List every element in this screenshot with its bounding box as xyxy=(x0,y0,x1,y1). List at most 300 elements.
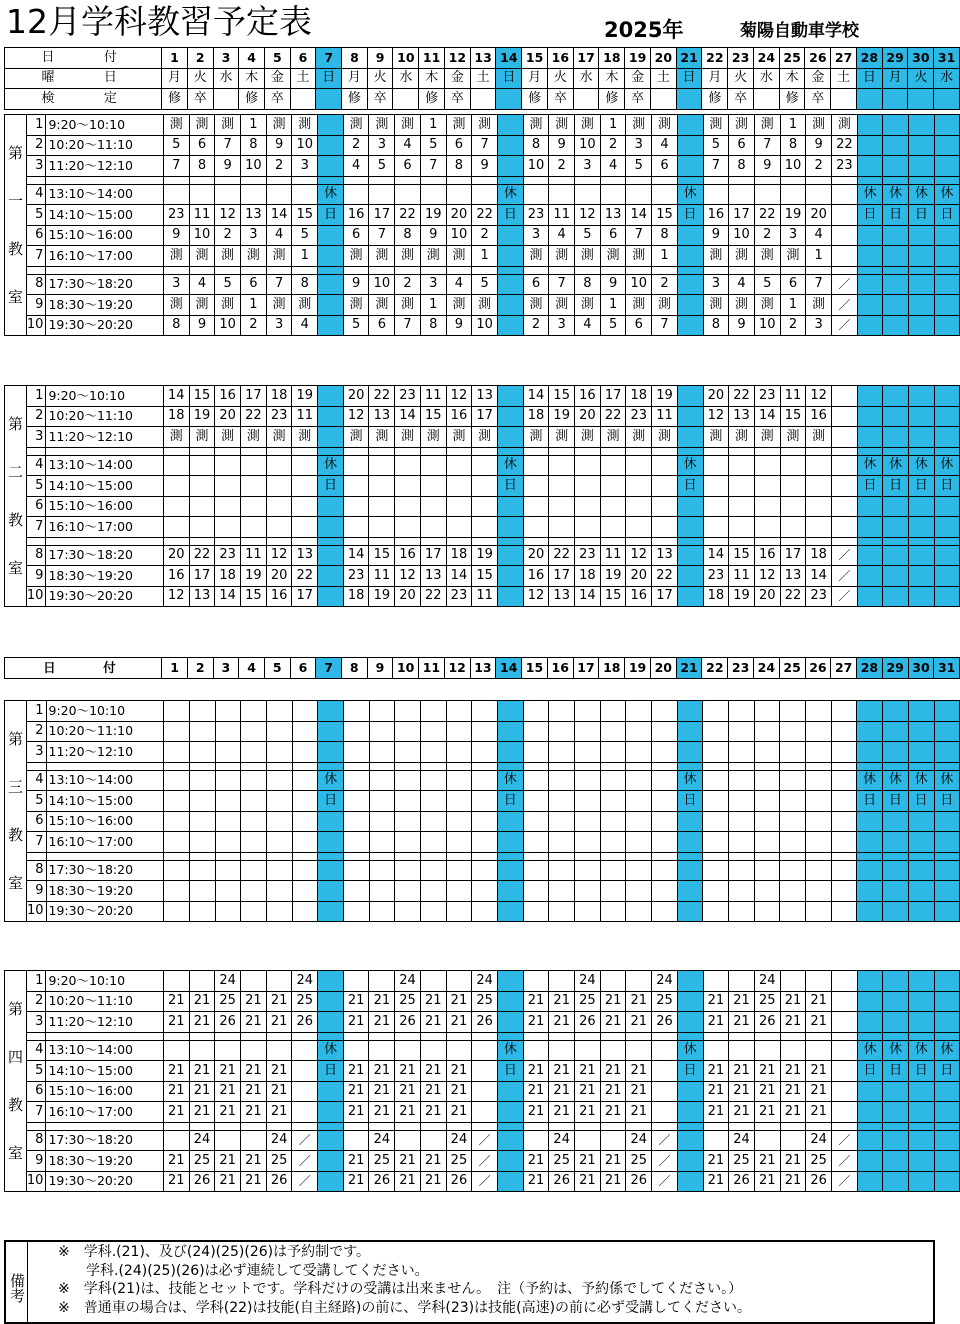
lesson-cell: 24 xyxy=(266,1130,292,1151)
spacer-cell xyxy=(241,1122,267,1130)
exam-cell xyxy=(496,89,522,110)
lesson-cell xyxy=(574,701,600,722)
spacer-cell xyxy=(472,1032,498,1040)
lesson-cell xyxy=(343,476,369,497)
lesson-cell: ／ xyxy=(652,1130,678,1151)
lesson-cell: 21 xyxy=(806,1061,832,1082)
lesson-cell xyxy=(241,184,267,205)
lesson-cell xyxy=(420,701,446,722)
lesson-cell: 19 xyxy=(472,545,498,566)
lesson-cell: 9 xyxy=(806,135,832,156)
lesson-cell: 1 xyxy=(600,115,626,136)
lesson-cell xyxy=(395,901,421,922)
lesson-cell: 5 xyxy=(215,274,241,295)
lesson-cell: 18 xyxy=(163,406,189,427)
lesson-cell: 22 xyxy=(729,386,755,407)
lesson-cell xyxy=(883,274,909,295)
lesson-cell xyxy=(215,811,241,832)
lesson-cell: ／ xyxy=(832,545,858,566)
lesson-cell xyxy=(472,811,498,832)
lesson-cell xyxy=(832,386,858,407)
exam-cell: 修 xyxy=(702,89,728,110)
spacer-cell xyxy=(754,1032,780,1040)
lesson-cell xyxy=(832,1012,858,1033)
lesson-cell xyxy=(497,721,523,742)
lesson-cell xyxy=(395,770,421,791)
spacer-cell xyxy=(292,266,318,274)
date-row xyxy=(5,48,960,69)
lesson-cell xyxy=(626,496,652,517)
lesson-cell: 25 xyxy=(626,1151,652,1172)
lesson-cell: 21 xyxy=(241,1061,267,1082)
date-cell: 19 xyxy=(625,48,651,69)
lesson-cell: 8 xyxy=(780,135,806,156)
spacer-cell xyxy=(857,1122,883,1130)
lesson-cell xyxy=(446,1040,472,1061)
period-number: 1 xyxy=(26,971,46,992)
lesson-cell xyxy=(883,225,909,246)
lesson-cell xyxy=(728,791,754,812)
lesson-cell: 測 xyxy=(189,115,215,136)
lesson-cell: 9 xyxy=(266,135,292,156)
lesson-cell xyxy=(703,496,729,517)
period-number: 10 xyxy=(26,586,46,607)
lesson-cell xyxy=(883,386,909,407)
spacer-cell xyxy=(677,1122,703,1130)
spacer-cell xyxy=(908,1032,934,1040)
lesson-cell: 測 xyxy=(266,115,292,136)
room-label-char: 四 xyxy=(7,1048,23,1066)
lesson-cell xyxy=(523,860,549,881)
lesson-cell: 26 xyxy=(806,1171,832,1192)
lesson-cell: 22 xyxy=(600,406,626,427)
lesson-cell: 測 xyxy=(215,115,241,136)
year-label: 2025年 xyxy=(604,18,684,42)
lesson-cell xyxy=(163,1040,189,1061)
lesson-cell: 10 xyxy=(446,225,472,246)
lesson-cell xyxy=(728,770,754,791)
spacer-cell xyxy=(857,537,883,545)
lesson-cell xyxy=(883,1171,909,1192)
date-cell: 26 xyxy=(805,658,831,679)
lesson-cell xyxy=(626,742,652,763)
lesson-cell: 21 xyxy=(215,1081,241,1102)
spacer-cell xyxy=(626,447,652,455)
lesson-cell: 15 xyxy=(292,205,318,226)
lesson-cell xyxy=(857,246,883,267)
period-number: 5 xyxy=(26,1061,46,1082)
lesson-cell xyxy=(420,517,446,538)
lesson-cell xyxy=(780,832,806,853)
lesson-cell xyxy=(266,881,292,902)
lesson-cell: 18 xyxy=(266,386,292,407)
spacer-cell xyxy=(523,852,549,860)
lesson-cell xyxy=(574,811,600,832)
lesson-cell xyxy=(215,455,241,476)
lesson-cell xyxy=(805,901,831,922)
period-row xyxy=(5,566,960,587)
lesson-cell xyxy=(703,721,729,742)
lesson-cell: 測 xyxy=(472,295,498,316)
lesson-cell xyxy=(472,901,498,922)
lesson-cell xyxy=(446,455,472,476)
lesson-cell: 18 xyxy=(446,545,472,566)
period-time: 10:20～11:10 xyxy=(46,406,163,427)
period-time: 9:20～10:10 xyxy=(46,971,163,992)
lesson-cell: 22 xyxy=(420,586,446,607)
date-cell: 5 xyxy=(264,658,290,679)
lesson-cell xyxy=(857,1012,883,1033)
date-label: 日 付 xyxy=(5,48,162,69)
spacer-cell xyxy=(318,266,344,274)
spacer-cell xyxy=(163,266,189,274)
lesson-cell xyxy=(883,1102,909,1123)
period-time: 10:20～11:10 xyxy=(46,135,163,156)
lesson-cell xyxy=(754,881,780,902)
lesson-cell: ／ xyxy=(472,1151,498,1172)
period-number: 5 xyxy=(26,791,46,812)
period-time: 19:30～20:20 xyxy=(46,315,163,336)
lesson-cell: 21 xyxy=(575,1061,601,1082)
lesson-cell: 測 xyxy=(575,115,601,136)
period-time: 13:10～14:00 xyxy=(46,184,163,205)
lesson-cell xyxy=(934,406,959,427)
spacer-cell xyxy=(498,1032,524,1040)
lesson-cell xyxy=(266,742,292,763)
lesson-cell xyxy=(832,225,858,246)
lesson-cell xyxy=(163,517,189,538)
period-row xyxy=(5,115,960,136)
lesson-cell: 7 xyxy=(420,156,446,177)
lesson-cell xyxy=(908,496,934,517)
lesson-cell xyxy=(420,860,446,881)
spacer-cell xyxy=(189,447,215,455)
period-number: 2 xyxy=(26,406,46,427)
lesson-cell: 7 xyxy=(754,135,780,156)
lesson-cell: 23 xyxy=(446,586,472,607)
lesson-cell: 6 xyxy=(395,156,421,177)
spacer-cell xyxy=(729,266,755,274)
lesson-cell xyxy=(677,586,703,607)
lesson-cell: 6 xyxy=(780,274,806,295)
lesson-cell xyxy=(934,742,959,763)
lesson-cell xyxy=(883,701,909,722)
lesson-cell xyxy=(677,315,703,336)
lesson-cell: 8 xyxy=(652,225,678,246)
lesson-cell: 測 xyxy=(369,115,395,136)
lesson-cell xyxy=(497,901,523,922)
lesson-cell xyxy=(395,1040,421,1061)
lesson-cell xyxy=(832,991,858,1012)
lesson-cell: 休 xyxy=(934,184,959,205)
lesson-cell: 12 xyxy=(446,386,472,407)
lesson-cell xyxy=(831,832,857,853)
lesson-cell xyxy=(806,184,832,205)
lesson-cell xyxy=(754,791,780,812)
lesson-cell xyxy=(805,811,831,832)
period-row xyxy=(5,225,960,246)
room-label-char: 室 xyxy=(7,874,23,892)
lesson-cell: 10 xyxy=(754,315,780,336)
lesson-cell: 休 xyxy=(908,770,934,791)
lesson-cell xyxy=(523,701,549,722)
period-row xyxy=(5,315,960,336)
lesson-cell: 24 xyxy=(395,971,421,992)
spacer-cell xyxy=(46,447,163,455)
spacer-cell xyxy=(164,762,190,770)
lesson-cell: 1 xyxy=(241,295,267,316)
spacer-cell xyxy=(729,537,755,545)
lesson-cell: 17 xyxy=(600,386,626,407)
lesson-cell: 19 xyxy=(652,386,678,407)
lesson-cell xyxy=(498,1012,524,1033)
spacer-cell xyxy=(703,537,729,545)
lesson-cell: 10 xyxy=(215,315,241,336)
date-cell: 6 xyxy=(290,658,316,679)
lesson-cell xyxy=(164,721,190,742)
room-label-char: 教 xyxy=(7,826,23,844)
lesson-cell xyxy=(780,476,806,497)
lesson-cell: 12 xyxy=(343,406,369,427)
lesson-cell xyxy=(857,517,883,538)
school-name: 菊陽自動車学校 xyxy=(740,21,859,41)
lesson-cell: 7 xyxy=(215,135,241,156)
lesson-cell xyxy=(343,184,369,205)
period-time: 14:10～15:00 xyxy=(46,1061,163,1082)
lesson-cell xyxy=(677,971,703,992)
spacer-cell xyxy=(498,537,524,545)
lesson-cell xyxy=(600,860,626,881)
lesson-cell: 11 xyxy=(369,566,395,587)
date-cell: 18 xyxy=(599,658,625,679)
spacer-cell xyxy=(831,762,857,770)
lesson-cell xyxy=(805,881,831,902)
lesson-cell: 測 xyxy=(163,246,189,267)
period-number: 4 xyxy=(26,770,46,791)
lesson-cell xyxy=(908,742,934,763)
spacer-cell xyxy=(241,266,267,274)
lesson-cell: 5 xyxy=(626,156,652,177)
lesson-cell: 休 xyxy=(934,455,959,476)
lesson-cell xyxy=(703,701,729,722)
lesson-cell: 23 xyxy=(215,545,241,566)
lesson-cell: 21 xyxy=(806,991,832,1012)
period-row xyxy=(5,721,960,742)
lesson-cell xyxy=(934,881,959,902)
spacer-cell xyxy=(652,1032,678,1040)
spacer-cell xyxy=(343,1032,369,1040)
lesson-cell: ／ xyxy=(292,1171,318,1192)
lesson-cell: 21 xyxy=(780,991,806,1012)
lesson-cell: 2 xyxy=(266,156,292,177)
lesson-cell xyxy=(728,742,754,763)
lesson-cell xyxy=(806,496,832,517)
spacer-cell xyxy=(549,266,575,274)
weekday-cell: 火 xyxy=(187,68,213,89)
lesson-cell: 24 xyxy=(369,1130,395,1151)
spacer-cell xyxy=(806,537,832,545)
date-cell: 8 xyxy=(341,658,367,679)
date-cell: 7 xyxy=(316,658,342,679)
spacer-cell xyxy=(189,762,215,770)
lesson-cell: 日 xyxy=(883,205,909,226)
lesson-cell: 17 xyxy=(652,586,678,607)
period-time: 11:20～12:10 xyxy=(46,156,163,177)
lesson-cell: 8 xyxy=(729,156,755,177)
lesson-cell: 休 xyxy=(677,1040,703,1061)
lesson-cell: 12 xyxy=(395,566,421,587)
lesson-cell: 21 xyxy=(266,1012,292,1033)
lesson-cell xyxy=(523,517,549,538)
lesson-cell xyxy=(728,811,754,832)
spacer-cell xyxy=(215,1122,241,1130)
lesson-cell: 測 xyxy=(292,427,318,448)
lesson-cell xyxy=(241,742,267,763)
spacer-cell xyxy=(292,852,318,860)
lesson-cell xyxy=(934,860,959,881)
lesson-cell: 10 xyxy=(523,156,549,177)
lesson-cell xyxy=(215,184,241,205)
lesson-cell: 24 xyxy=(575,971,601,992)
lesson-cell xyxy=(677,811,703,832)
lesson-cell: 21 xyxy=(806,1081,832,1102)
date-cell: 29 xyxy=(882,48,908,69)
lesson-cell xyxy=(626,901,652,922)
lesson-cell: 14 xyxy=(575,586,601,607)
lesson-cell: 測 xyxy=(703,427,729,448)
lesson-cell xyxy=(626,811,652,832)
spacer-cell xyxy=(472,176,498,184)
lesson-cell xyxy=(909,246,935,267)
lesson-cell: 16 xyxy=(523,566,549,587)
weekday-cell: 月 xyxy=(702,68,728,89)
lesson-cell xyxy=(754,770,780,791)
lesson-cell xyxy=(754,517,780,538)
lesson-cell: 測 xyxy=(343,295,369,316)
spacer-cell xyxy=(883,852,909,860)
spacer-cell xyxy=(420,176,446,184)
lesson-cell: 11 xyxy=(420,386,446,407)
lesson-cell: 日 xyxy=(498,1061,524,1082)
lesson-cell xyxy=(498,1171,524,1192)
lesson-cell xyxy=(420,811,446,832)
period-number: 9 xyxy=(26,566,46,587)
lesson-cell xyxy=(780,811,806,832)
lesson-cell xyxy=(677,545,703,566)
weekday-cell: 日 xyxy=(316,68,342,89)
lesson-cell xyxy=(934,496,959,517)
lesson-cell xyxy=(343,701,369,722)
lesson-cell xyxy=(266,791,292,812)
room-side-label xyxy=(5,386,27,607)
lesson-cell xyxy=(626,184,652,205)
spacer-cell xyxy=(446,852,472,860)
lesson-cell: 休 xyxy=(883,184,909,205)
lesson-cell xyxy=(729,971,755,992)
spacer-cell xyxy=(523,537,549,545)
lesson-cell xyxy=(343,517,369,538)
lesson-cell: 14 xyxy=(395,406,421,427)
lesson-cell xyxy=(497,832,523,853)
lesson-cell xyxy=(215,860,241,881)
lesson-cell xyxy=(626,721,652,742)
lesson-cell xyxy=(343,496,369,517)
lesson-cell xyxy=(908,427,934,448)
weekday-cell: 火 xyxy=(908,68,934,89)
period-row xyxy=(5,135,960,156)
lesson-cell: 測 xyxy=(395,295,421,316)
spacer-cell xyxy=(472,852,498,860)
lesson-cell xyxy=(908,517,934,538)
lesson-cell xyxy=(318,156,344,177)
lesson-cell xyxy=(420,476,446,497)
spacer-cell xyxy=(395,762,421,770)
lesson-cell: 21 xyxy=(729,1081,755,1102)
date-cell: 11 xyxy=(419,48,445,69)
spacer-cell xyxy=(420,762,446,770)
lesson-cell xyxy=(934,811,959,832)
lesson-cell: 17 xyxy=(369,205,395,226)
lesson-cell xyxy=(318,225,344,246)
lesson-cell: 21 xyxy=(420,1061,446,1082)
weekday-cell: 水 xyxy=(393,68,419,89)
lesson-cell xyxy=(857,115,883,136)
lesson-cell: 13 xyxy=(549,586,575,607)
lesson-cell xyxy=(215,832,241,853)
lesson-cell: 測 xyxy=(292,115,318,136)
lesson-cell xyxy=(600,496,626,517)
spacer-cell xyxy=(318,1032,344,1040)
lesson-cell xyxy=(677,406,703,427)
date-cell: 21 xyxy=(676,658,702,679)
period-time: 15:10～16:00 xyxy=(46,496,163,517)
lesson-cell xyxy=(549,721,575,742)
lesson-cell xyxy=(754,455,780,476)
lesson-cell xyxy=(574,721,600,742)
lesson-cell: 測 xyxy=(652,427,678,448)
lesson-cell xyxy=(318,246,344,267)
spacer-cell xyxy=(600,447,626,455)
lesson-cell: ／ xyxy=(832,1130,858,1151)
lesson-cell xyxy=(498,315,524,336)
lesson-cell: 23 xyxy=(626,406,652,427)
period-row xyxy=(5,1012,960,1033)
spacer-cell xyxy=(857,447,883,455)
date-cell: 17 xyxy=(573,658,599,679)
lesson-cell xyxy=(241,971,267,992)
lesson-cell: 休 xyxy=(883,1040,909,1061)
weekday-cell: 木 xyxy=(239,68,265,89)
lesson-cell: 6 xyxy=(189,135,215,156)
lesson-cell xyxy=(626,1040,652,1061)
spacer-cell xyxy=(395,266,421,274)
lesson-cell xyxy=(651,742,677,763)
lesson-cell: 2 xyxy=(806,156,832,177)
lesson-cell: 9 xyxy=(472,156,498,177)
lesson-cell: 休 xyxy=(677,770,703,791)
spacer-cell xyxy=(241,762,267,770)
lesson-cell xyxy=(369,517,395,538)
lesson-cell xyxy=(857,881,883,902)
lesson-cell: 測 xyxy=(780,246,806,267)
lesson-cell xyxy=(934,971,959,992)
period-row xyxy=(5,205,960,226)
room-label-char: 第 xyxy=(7,730,23,748)
spacer-cell xyxy=(163,176,189,184)
lesson-cell xyxy=(215,791,241,812)
lesson-cell xyxy=(472,496,498,517)
lesson-cell xyxy=(241,496,267,517)
